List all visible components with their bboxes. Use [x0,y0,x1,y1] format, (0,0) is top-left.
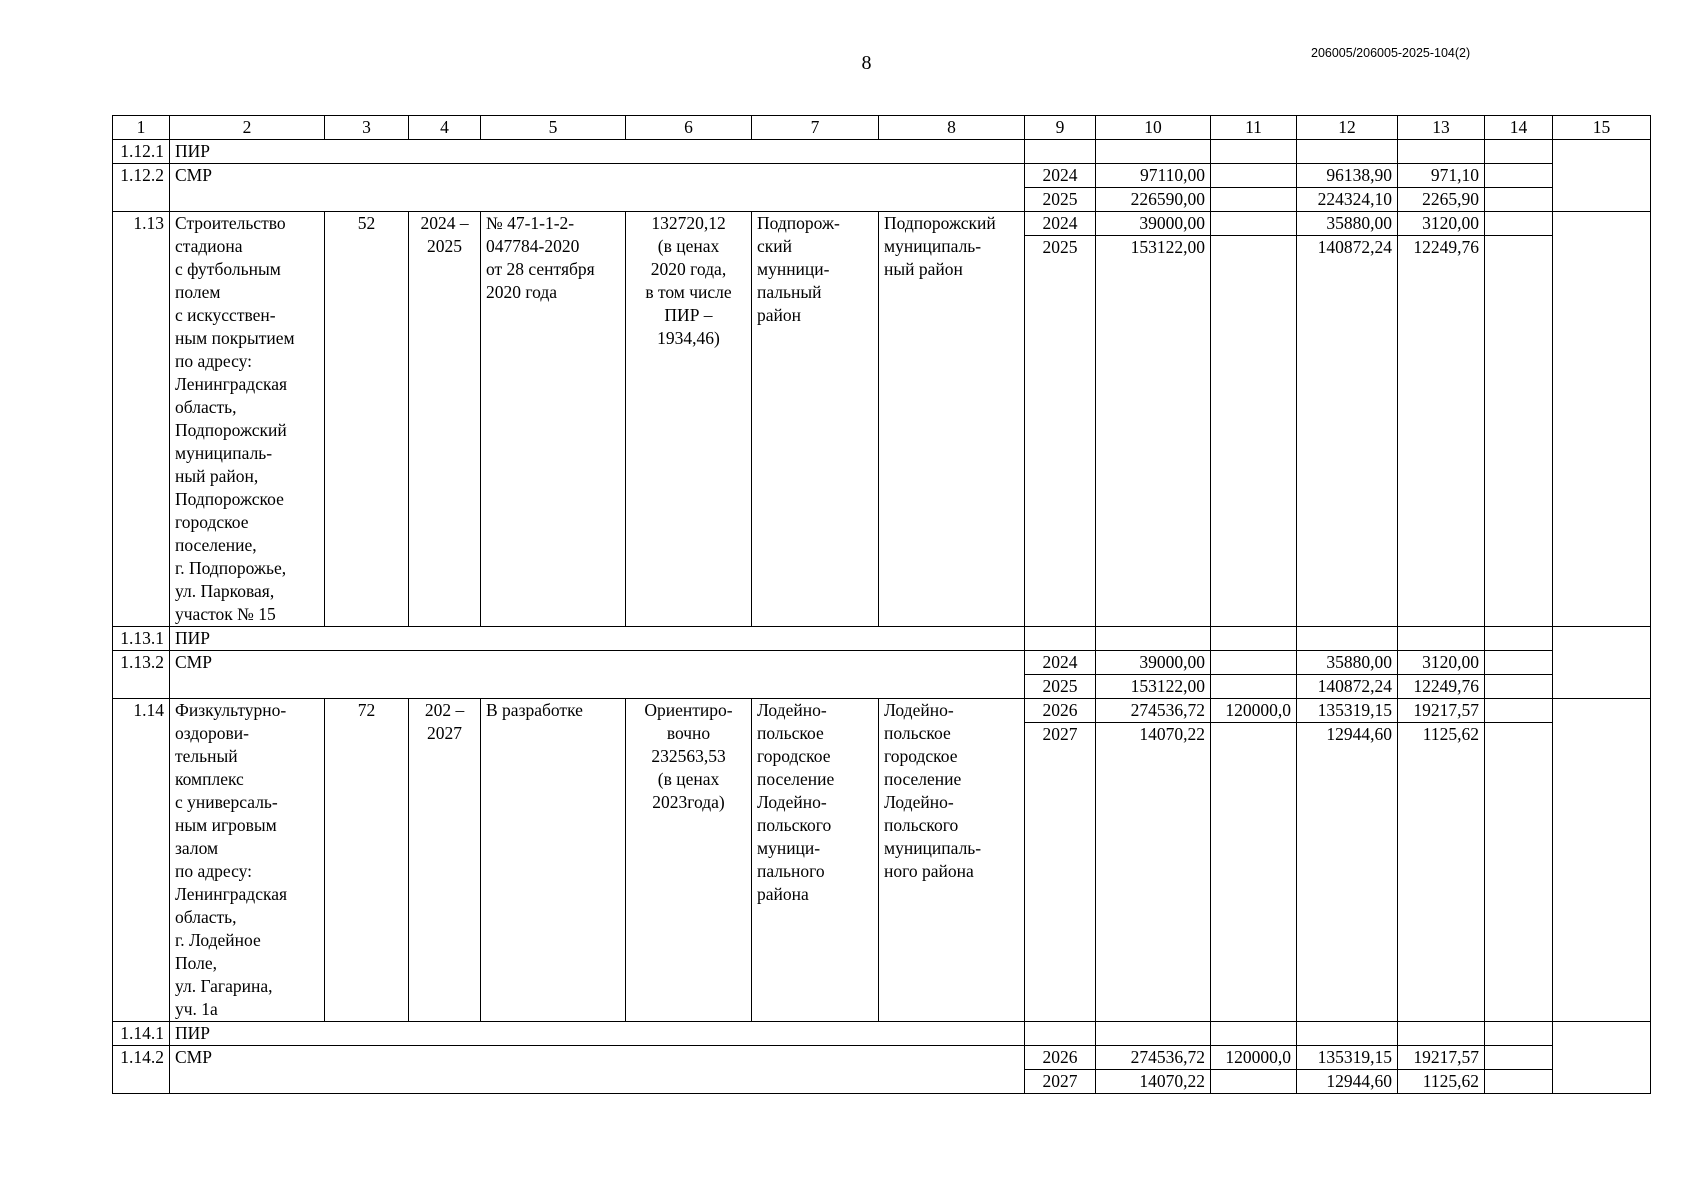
value-cell: 14070,22 [1096,1070,1211,1094]
row-number: 1.14.1 [113,1022,170,1046]
value-cell [1211,164,1297,188]
year-cell: 2025 [1025,675,1096,699]
value-cell: 12249,76 [1398,236,1485,627]
value-cell: 120000,0 [1211,1046,1297,1070]
row-name: ПИР [170,1022,1025,1046]
value-cell: 96138,90 [1297,164,1398,188]
year-cell: 2024 [1025,164,1096,188]
document-id: 206005/206005-2025-104(2) [1311,46,1471,60]
object-name: Строительство стадиона с футбольным полем с искусствен- ным покрытием по адресу: Ленинградская область, Подпорожский муниципаль- ный район, Подпорожское городское поселение, г. Подпорожье, ул. Парковая, участок № 15 [170,212,325,627]
cost-cell: 132720,12 (в ценах 2020 года, в том числе ПИР – 1934,46) [626,212,752,627]
value-cell [1211,651,1297,675]
row-name: СМР [170,1046,1025,1094]
value-cell: 97110,00 [1096,164,1211,188]
value-cell: 226590,00 [1096,188,1211,212]
value-cell: 274536,72 [1096,1046,1211,1070]
header-cell: 1 [113,116,170,140]
year-cell: 2026 [1025,699,1096,723]
header-cell: 7 [752,116,879,140]
customer-cell: Лодейно- польское городское поселение Лодейно- польского муници- пального района [752,699,879,1022]
value-cell [1211,723,1297,1022]
value-cell: 35880,00 [1297,651,1398,675]
value-cell: 3120,00 [1398,212,1485,236]
column-number-row [113,116,1651,140]
row-number: 1.14 [113,699,170,1022]
expertise-cell: В разработке [481,699,626,1022]
capacity-cell: 52 [325,212,409,627]
row-number: 1.12.2 [113,164,170,212]
value-cell: 120000,0 [1211,699,1297,723]
cost-cell: Ориентиро- вочно 232563,53 (в ценах 2023года) [626,699,752,1022]
value-cell: 140872,24 [1297,675,1398,699]
year-cell: 2024 [1025,651,1096,675]
value-cell: 14070,22 [1096,723,1211,1022]
owner-cell: Подпорожский муниципаль- ный район [879,212,1025,627]
table-row [113,212,1651,236]
value-cell: 153122,00 [1096,236,1211,627]
value-cell [1211,1070,1297,1094]
value-cell: 12944,60 [1297,723,1398,1022]
period-cell: 2024 – 2025 [409,212,481,627]
header-cell: 9 [1025,116,1096,140]
row-number: 1.12.1 [113,140,170,164]
value-cell [1211,675,1297,699]
year-cell: 2024 [1025,212,1096,236]
header-cell: 14 [1485,116,1553,140]
header-cell: 3 [325,116,409,140]
value-cell: 140872,24 [1297,236,1398,627]
header-cell: 5 [481,116,626,140]
value-cell: 19217,57 [1398,1046,1485,1070]
row-number: 1.14.2 [113,1046,170,1094]
customer-cell: Подпорож- ский мунници- пальный район [752,212,879,627]
header-cell: 8 [879,116,1025,140]
value-cell: 39000,00 [1096,651,1211,675]
header-cell: 12 [1297,116,1398,140]
value-cell: 35880,00 [1297,212,1398,236]
value-cell: 39000,00 [1096,212,1211,236]
value-cell [1211,236,1297,627]
value-cell: 19217,57 [1398,699,1485,723]
table-row [113,651,1651,675]
row-name: СМР [170,164,1025,212]
table-row [113,627,1651,651]
period-cell: 202 – 2027 [409,699,481,1022]
header-cell: 6 [626,116,752,140]
value-cell: 1125,62 [1398,1070,1485,1094]
value-cell: 3120,00 [1398,651,1485,675]
value-cell: 1125,62 [1398,723,1485,1022]
header-cell: 2 [170,116,325,140]
year-cell: 2027 [1025,723,1096,1022]
table-row [113,699,1651,723]
row-number: 1.13.1 [113,627,170,651]
header-cell: 11 [1211,116,1297,140]
value-cell: 971,10 [1398,164,1485,188]
value-cell [1211,188,1297,212]
value-cell: 2265,90 [1398,188,1485,212]
row-name: ПИР [170,140,1025,164]
value-cell: 153122,00 [1096,675,1211,699]
value-cell: 12249,76 [1398,675,1485,699]
row-name: СМР [170,651,1025,699]
table-row [113,164,1651,188]
expertise-cell: № 47-1-1-2- 047784-2020 от 28 сентября 2020 года [481,212,626,627]
capacity-cell: 72 [325,699,409,1022]
header-cell: 15 [1553,116,1651,140]
value-cell: 135319,15 [1297,699,1398,723]
value-cell: 274536,72 [1096,699,1211,723]
table-row [113,140,1651,164]
row-name: ПИР [170,627,1025,651]
owner-cell: Лодейно- польское городское поселение Лодейно- польского муниципаль- ного района [879,699,1025,1022]
table-row [113,1046,1651,1070]
value-cell: 224324,10 [1297,188,1398,212]
year-cell: 2025 [1025,188,1096,212]
value-cell: 135319,15 [1297,1046,1398,1070]
value-cell: 12944,60 [1297,1070,1398,1094]
object-name: Физкультурно- оздорови- тельный комплекс с универсаль- ным игровым залом по адресу: Ленинградская область, г. Лодейное Поле, ул. Гагарина, уч. 1а [170,699,325,1022]
page-number: 8 [861,52,872,74]
year-cell: 2025 [1025,236,1096,627]
year-cell: 2027 [1025,1070,1096,1094]
row-number: 1.13 [113,212,170,627]
year-cell: 2026 [1025,1046,1096,1070]
table-row [113,1022,1651,1046]
header-cell: 4 [409,116,481,140]
row-number: 1.13.2 [113,651,170,699]
header-cell: 13 [1398,116,1485,140]
value-cell [1211,212,1297,236]
investment-table [112,115,1651,1094]
header-cell: 10 [1096,116,1211,140]
